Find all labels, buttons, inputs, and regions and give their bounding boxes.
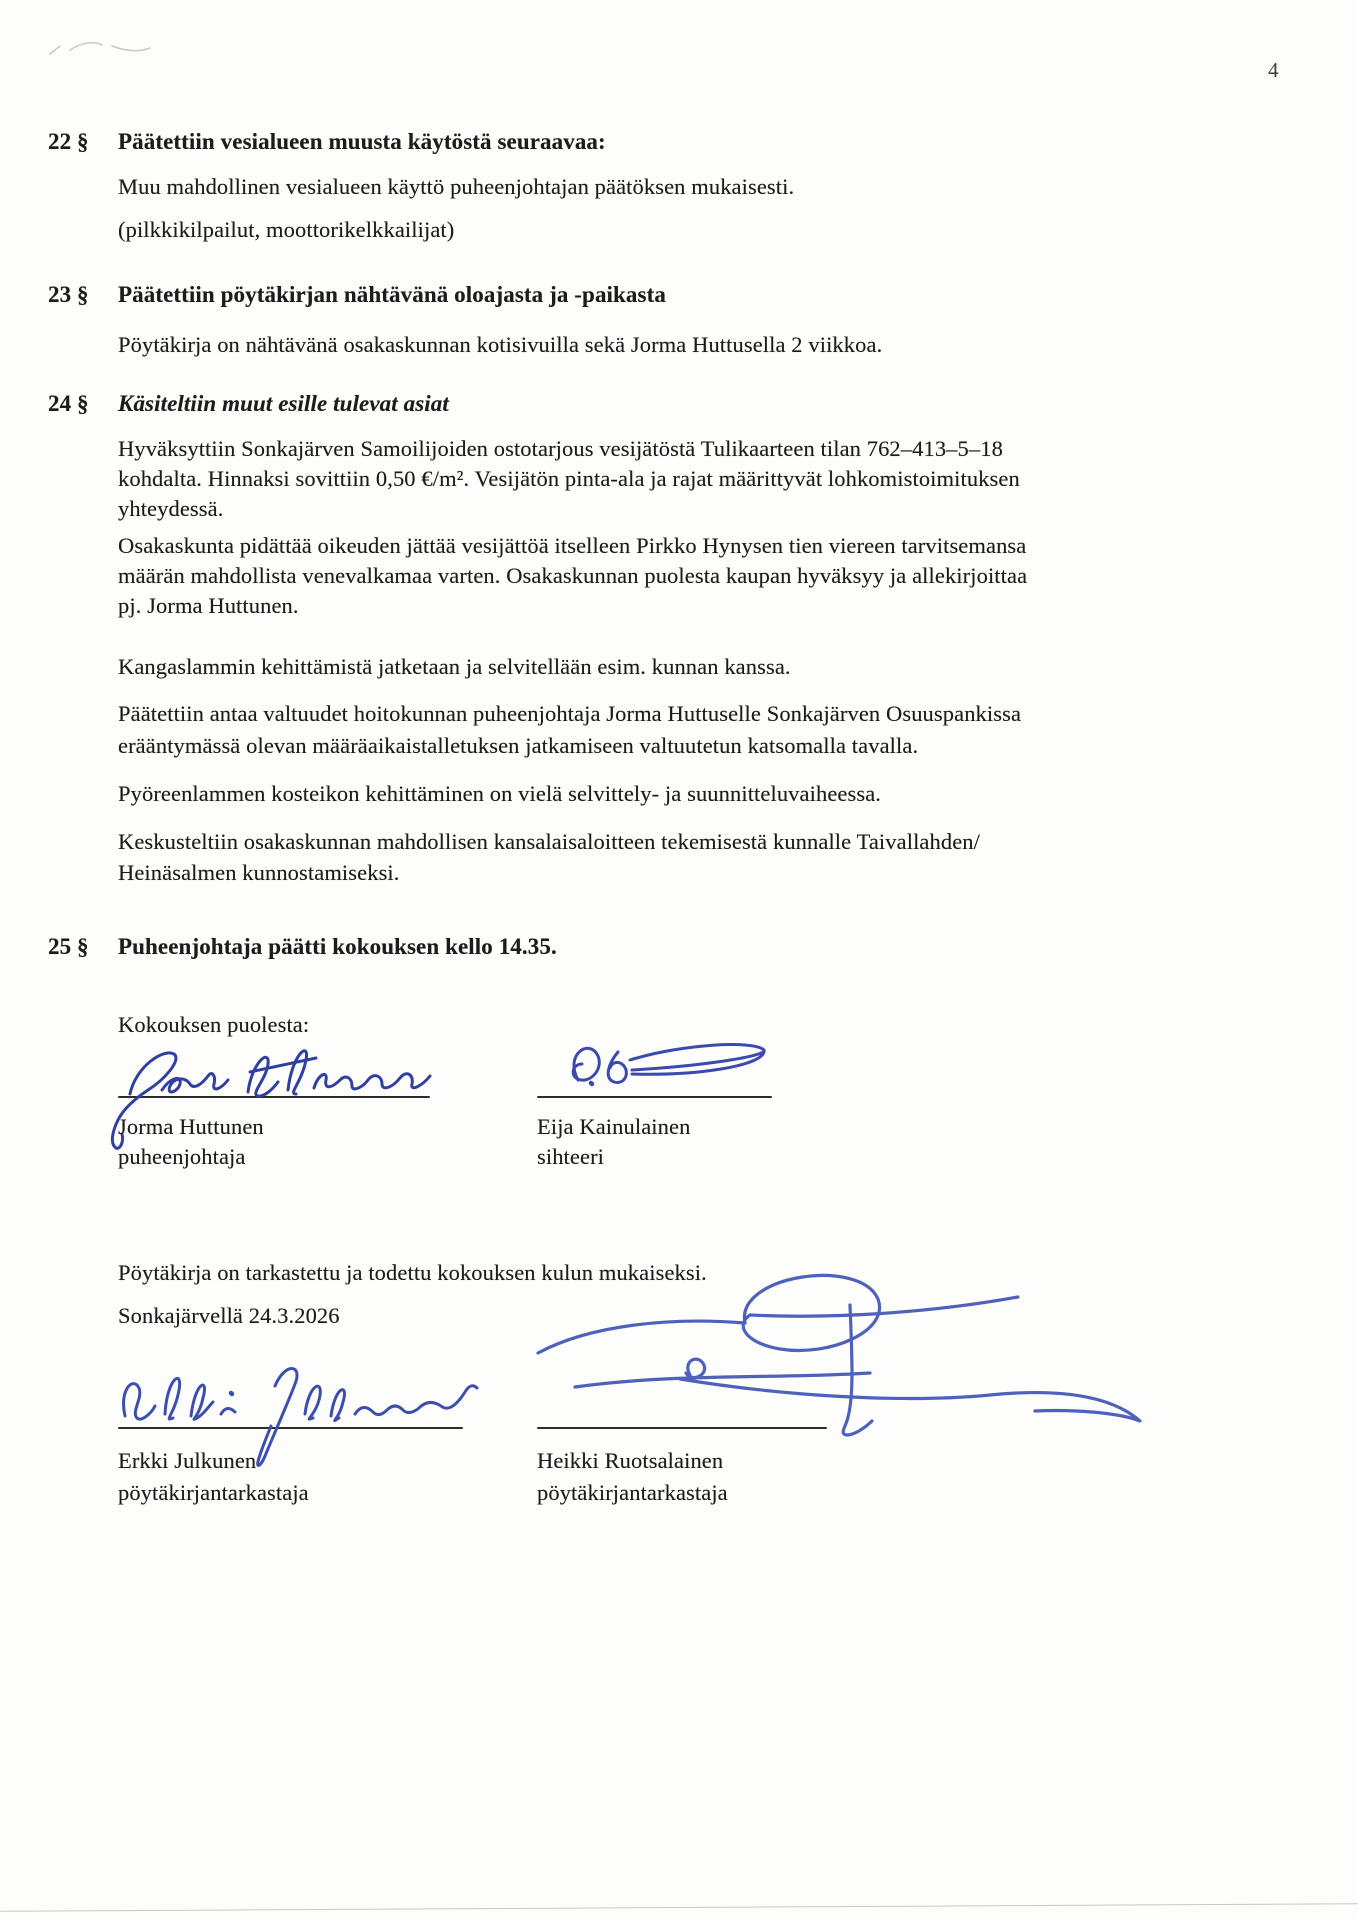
signatory-name: Eija Kainulainen	[537, 1114, 691, 1139]
inspector-role: pöytäkirjantarkastaja	[537, 1480, 728, 1505]
place-and-date: Sonkajärvellä 24.3.2026	[118, 1303, 340, 1328]
inspector-name: Heikki Ruotsalainen	[537, 1448, 724, 1473]
section-24-paragraph-line: Osakaskunta pidättää oikeuden jättää vesijättöä itselleen Pirkko Hynysen tien viereen tarvitsemansa	[118, 533, 1027, 558]
section-24-paragraph-line: Heinäsalmen kunnostamiseksi.	[118, 860, 400, 885]
inspector-role: pöytäkirjantarkastaja	[118, 1480, 309, 1505]
section-24-paragraph-line: yhteydessä.	[118, 496, 224, 521]
section-24-paragraph-line: Keskusteltiin osakaskunnan mahdollisen kansalaisaloitteen tekemisestä kunnalle Taivallahden/	[118, 829, 980, 854]
section-24-paragraph-line: Pyöreenlammen kosteikon kehittäminen on vielä selvittely- ja suunnitteluvaiheessa.	[118, 781, 882, 806]
section-24-paragraph-line: pj. Jorma Huttunen.	[118, 593, 299, 618]
section-24-paragraph-line: määrän mahdollista venevalkamaa varten. Osakaskunnan puolesta kaupan hyväksyy ja allekirjoittaa	[118, 563, 1028, 588]
signature-heikki-ruotsalainen	[530, 1255, 1155, 1470]
section-24-title: Käsiteltiin muut esille tulevat asiat	[118, 391, 449, 416]
section-23-number: 23 §	[48, 282, 89, 307]
section-24-paragraph-line: Kangaslammin kehittämistä jatketaan ja selvitellään esim. kunnan kanssa.	[118, 654, 791, 679]
signature-line	[118, 1427, 463, 1429]
scan-artifact-line	[0, 1903, 1358, 1912]
signature-line	[118, 1096, 430, 1098]
section-23-paragraph-line: Pöytäkirja on nähtävänä osakaskunnan kotisivuilla sekä Jorma Huttusella 2 viikkoa.	[118, 332, 883, 357]
section-25-number: 25 §	[48, 934, 89, 959]
section-24-number: 24 §	[48, 391, 89, 416]
signatory-name: Jorma Huttunen	[118, 1114, 264, 1139]
page-number: 4	[1268, 58, 1279, 82]
signature-line	[537, 1427, 827, 1429]
on-behalf-label: Kokouksen puolesta:	[118, 1012, 310, 1037]
pencil-mark	[40, 26, 190, 76]
inspector-name: Erkki Julkunen	[118, 1448, 257, 1473]
section-24-paragraph-line: Päätettiin antaa valtuudet hoitokunnan puheenjohtaja Jorma Huttuselle Sonkajärven Osuuspankissa	[118, 701, 1022, 726]
signatory-role: puheenjohtaja	[118, 1144, 246, 1169]
section-22-title: Päätettiin vesialueen muusta käytöstä seuraavaa:	[118, 129, 606, 154]
section-22-paragraph-line: (pilkkikilpailut, moottorikelkkailijat)	[118, 217, 455, 242]
signatory-role: sihteeri	[537, 1144, 605, 1169]
section-24-paragraph-line: Hyväksyttiin Sonkajärven Samoilijoiden ostotarjous vesijätöstä Tulikaarteen tilan 762–413–5–18	[118, 436, 1003, 461]
section-24-paragraph-line: erääntymässä olevan määräaikaistalletuksen jatkamiseen valtuutetun katsomalla tavalla.	[118, 733, 919, 758]
verification-statement: Pöytäkirja on tarkastettu ja todettu kokouksen kulun mukaiseksi.	[118, 1260, 707, 1285]
signature-eija-kainulainen	[532, 1026, 787, 1111]
signature-line	[537, 1096, 772, 1098]
section-24-paragraph-line: kohdalta. Hinnaksi sovittiin 0,50 €/m². Vesijätön pinta-ala ja rajat määrittyvät lohkomistoimituksen	[118, 466, 1020, 491]
section-25-title: Puheenjohtaja päätti kokouksen kello 14.35.	[118, 934, 557, 959]
section-22-number: 22 §	[48, 129, 89, 154]
section-22-paragraph-line: Muu mahdollinen vesialueen käyttö puheenjohtajan päätöksen mukaisesti.	[118, 174, 795, 199]
section-23-title: Päätettiin pöytäkirjan nähtävänä oloajasta ja -paikasta	[118, 282, 666, 307]
